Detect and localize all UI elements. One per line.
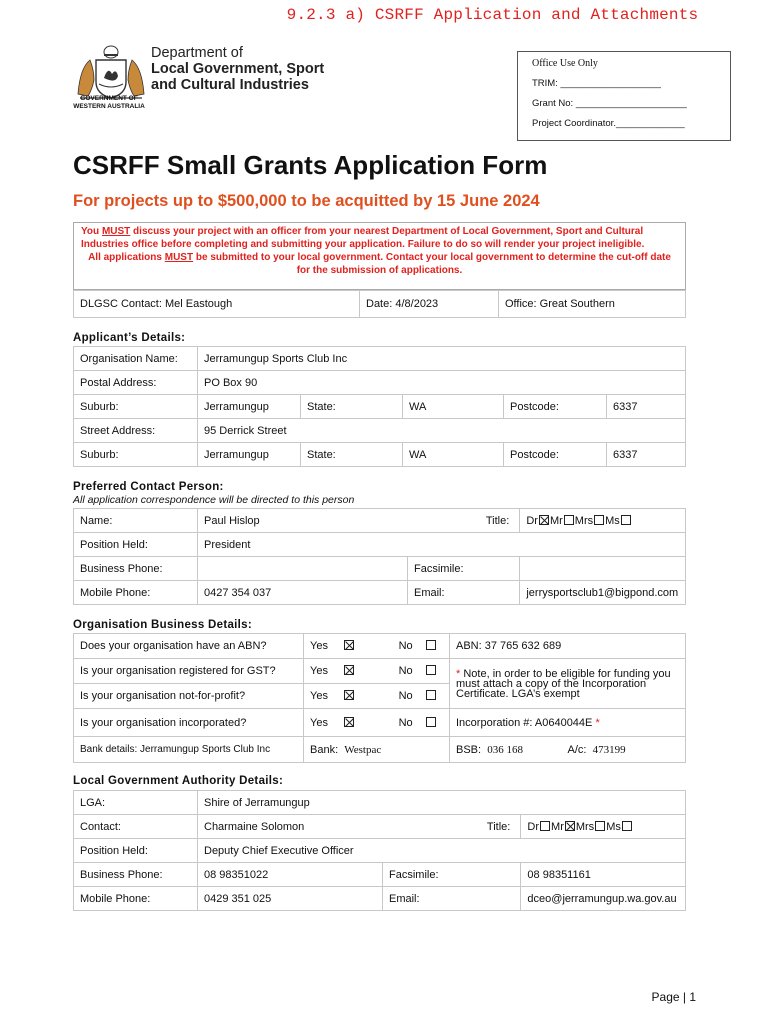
business-phone-value bbox=[198, 557, 408, 581]
contact-section-heading: Preferred Contact Person: bbox=[73, 481, 224, 493]
mobile-phone-label: Mobile Phone: bbox=[74, 581, 198, 605]
checkbox-mrs[interactable] bbox=[594, 515, 604, 525]
business-details-table: Does your organisation have an ABN? Yes No ABN: 37 765 632 689 Is your organisation registered for GST? Yes No * Note, in order to be eligible for funding you must attach a copy of the Incorporation Certificate. LGA’s exempt Is your organisation not-for-profit? Yes No Is your organisation incorporated? Yes No Incorporation #: A0640044E * Bank details: Jerramungup Sports Club Inc Bank: Westpac BSB: 036 168 A/c: 473199 bbox=[73, 633, 686, 763]
title-label: Title: bbox=[480, 509, 520, 533]
contact-name-value: Paul Hislop bbox=[198, 509, 480, 533]
question-incorporated: Is your organisation incorporated? bbox=[74, 709, 304, 737]
position-label: Position Held: bbox=[74, 533, 198, 557]
form-subtitle: For projects up to $500,000 to be acquitted by 15 June 2024 bbox=[73, 192, 540, 210]
org-name-label: Organisation Name: bbox=[74, 347, 198, 371]
postal-address-label: Postal Address: bbox=[74, 371, 198, 395]
checkbox-dr[interactable] bbox=[540, 821, 550, 831]
checkbox-ms[interactable] bbox=[622, 821, 632, 831]
mobile-phone-value: 0427 354 037 bbox=[198, 581, 408, 605]
abn-value: ABN: 37 765 632 689 bbox=[450, 634, 686, 659]
lga-facsimile-label: Facsimile: bbox=[383, 863, 521, 887]
nfp-yes-checkbox[interactable] bbox=[344, 690, 354, 700]
department-name: Department of Local Government, Sport and Cultural Industries bbox=[151, 45, 325, 93]
state-label: State: bbox=[301, 395, 403, 419]
suburb-value: Jerramungup bbox=[198, 395, 301, 419]
project-coordinator-field: Project Coordinator._____________ bbox=[532, 118, 685, 129]
org-name-value: Jerramungup Sports Club Inc bbox=[198, 347, 686, 371]
grant-no-field: Grant No: _____________________ bbox=[532, 98, 687, 109]
office-use-heading: Office Use Only bbox=[532, 58, 598, 69]
lga-section-heading: Local Government Authority Details: bbox=[73, 775, 284, 787]
document-reference-header: 9.2.3 a) CSRFF Application and Attachments bbox=[286, 6, 699, 24]
street-address-value: 95 Derrick Street bbox=[198, 419, 686, 443]
account-number: A/c: 473199 bbox=[562, 737, 686, 763]
bsb: BSB: 036 168 bbox=[450, 737, 562, 763]
facsimile-value bbox=[520, 557, 686, 581]
gst-no-checkbox[interactable] bbox=[426, 665, 436, 675]
warning-paragraph-2: All applications MUST be submitted to your local government. Contact your local government to determine the cut-off date for the submission of applications. bbox=[88, 252, 671, 276]
question-not-for-profit: Is your organisation not-for-profit? bbox=[74, 684, 304, 709]
facsimile-label: Facsimile: bbox=[408, 557, 520, 581]
dlgsc-contact-table bbox=[73, 290, 686, 318]
contact-note: All application correspondence will be directed to this person bbox=[73, 494, 355, 506]
lga-label: LGA: bbox=[74, 791, 198, 815]
dlgsc-office: Office: Great Southern bbox=[499, 291, 686, 318]
page-number: Page | 1 bbox=[651, 990, 696, 1004]
dlgsc-date: Date: 4/8/2023 bbox=[360, 291, 499, 318]
inc-yes-checkbox[interactable] bbox=[344, 717, 354, 727]
bank-details-label: Bank details: Jerramungup Sports Club Inc bbox=[74, 737, 304, 763]
state-value: WA bbox=[403, 395, 504, 419]
dlgsc-contact: DLGSC Contact: Mel Eastough bbox=[74, 291, 360, 318]
nfp-no-checkbox[interactable] bbox=[426, 690, 436, 700]
lga-business-phone-value: 08 98351022 bbox=[198, 863, 383, 887]
lga-contact-value: Charmaine Solomon bbox=[198, 815, 481, 839]
postcode-label: Postcode: bbox=[504, 395, 607, 419]
postal-address-value: PO Box 90 bbox=[198, 371, 686, 395]
checkbox-mr[interactable] bbox=[564, 515, 574, 525]
checkbox-mrs[interactable] bbox=[595, 821, 605, 831]
abn-no-checkbox[interactable] bbox=[426, 640, 436, 650]
lga-email-value: dceo@jerramungup.wa.gov.au bbox=[521, 887, 686, 911]
suburb-value: Jerramungup bbox=[198, 443, 301, 467]
incorporation-note: * Note, in order to be eligible for funding you must attach a copy of the Incorporation Certificate. LGA’s exempt bbox=[450, 659, 686, 709]
postcode-label: Postcode: bbox=[504, 443, 607, 467]
lga-facsimile-value: 08 98351161 bbox=[521, 863, 686, 887]
business-section-heading: Organisation Business Details: bbox=[73, 619, 252, 631]
lga-business-phone-label: Business Phone: bbox=[74, 863, 198, 887]
business-phone-label: Business Phone: bbox=[74, 557, 198, 581]
lga-value: Shire of Jerramungup bbox=[198, 791, 686, 815]
position-value: President bbox=[198, 533, 686, 557]
question-abn: Does your organisation have an ABN? bbox=[74, 634, 304, 659]
checkbox-mr[interactable] bbox=[565, 821, 575, 831]
checkbox-dr[interactable] bbox=[539, 515, 549, 525]
email-label: Email: bbox=[408, 581, 520, 605]
title-options: Dr Mr Mrs Ms bbox=[521, 815, 686, 839]
applicant-details-table bbox=[73, 346, 686, 467]
gst-yes-checkbox[interactable] bbox=[344, 665, 354, 675]
suburb-label: Suburb: bbox=[74, 443, 198, 467]
title-label: Title: bbox=[481, 815, 521, 839]
checkbox-ms[interactable] bbox=[621, 515, 631, 525]
eligibility-warning bbox=[73, 222, 686, 290]
crest-caption: GOVERNMENT OF WESTERN AUSTRALIA bbox=[73, 95, 145, 110]
state-value: WA bbox=[403, 443, 504, 467]
lga-mobile-label: Mobile Phone: bbox=[74, 887, 198, 911]
trim-field: TRIM: ___________________ bbox=[532, 78, 661, 89]
form-title: CSRFF Small Grants Application Form bbox=[73, 150, 548, 180]
question-gst: Is your organisation registered for GST? bbox=[74, 659, 304, 684]
title-options: Dr Mr Mrs Ms bbox=[520, 509, 686, 533]
lga-contact-label: Contact: bbox=[74, 815, 198, 839]
contact-name-label: Name: bbox=[74, 509, 198, 533]
lga-position-value: Deputy Chief Executive Officer bbox=[198, 839, 686, 863]
lga-position-label: Position Held: bbox=[74, 839, 198, 863]
incorporation-number: Incorporation #: A0640044E * bbox=[450, 709, 686, 737]
postcode-value: 6337 bbox=[607, 395, 686, 419]
postcode-value: 6337 bbox=[607, 443, 686, 467]
lga-details-table bbox=[73, 790, 686, 911]
state-label: State: bbox=[301, 443, 403, 467]
office-use-box bbox=[517, 51, 731, 141]
warning-paragraph-1: You MUST discuss your project with an officer from your nearest Department of Local Government, Sport and Cultural Industries office before completing and submitting your application. Failure to do so will render your project ineligible. bbox=[81, 226, 645, 250]
abn-yes-checkbox[interactable] bbox=[344, 640, 354, 650]
lga-mobile-value: 0429 351 025 bbox=[198, 887, 383, 911]
inc-no-checkbox[interactable] bbox=[426, 717, 436, 727]
applicant-section-heading: Applicant’s Details: bbox=[73, 332, 186, 344]
street-address-label: Street Address: bbox=[74, 419, 198, 443]
lga-email-label: Email: bbox=[383, 887, 521, 911]
email-value: jerrysportsclub1@bigpond.com bbox=[520, 581, 686, 605]
bank-name: Bank: Westpac bbox=[304, 737, 450, 763]
contact-details-table bbox=[73, 508, 686, 605]
suburb-label: Suburb: bbox=[74, 395, 198, 419]
